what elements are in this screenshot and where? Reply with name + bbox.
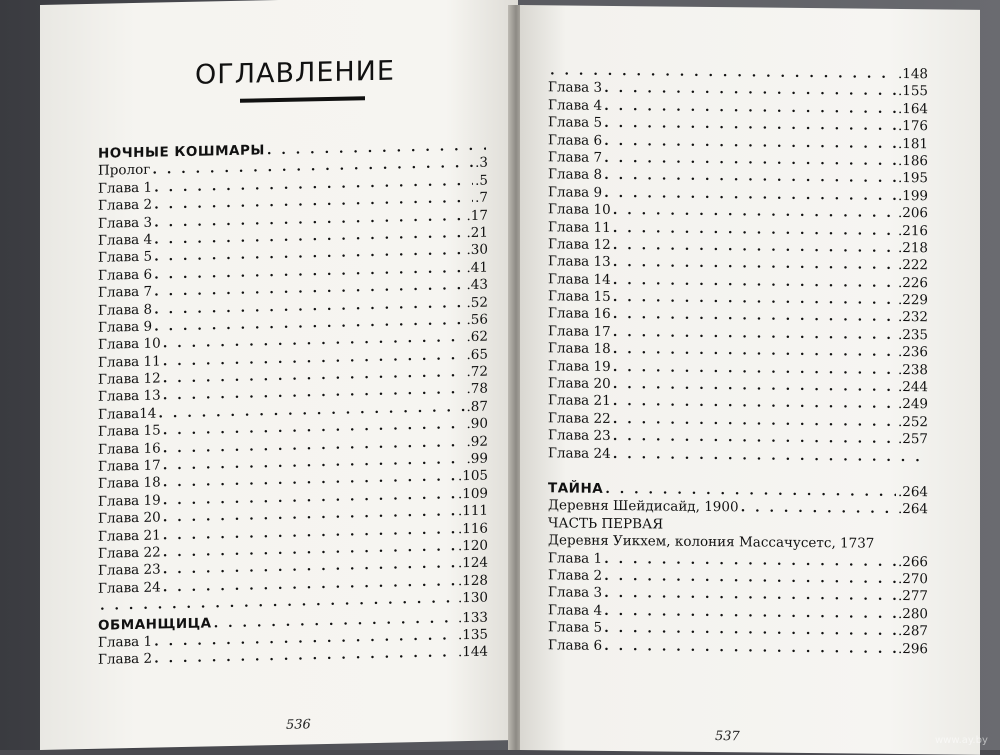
- toc-entry-label: Глава 20: [548, 375, 611, 392]
- toc-entry-label: Глава 2: [548, 567, 603, 584]
- toc-page-number: .280: [897, 605, 928, 622]
- toc-entry-label: Глава 2: [98, 650, 153, 669]
- toc-page-number: .277: [897, 588, 928, 605]
- toc-page-number: .87: [466, 398, 488, 415]
- toc-page-number: .41: [466, 259, 488, 276]
- page-number-left: 536: [286, 717, 311, 733]
- toc-page-number: .287: [897, 623, 928, 640]
- toc-entry-label: Глава 18: [98, 474, 161, 493]
- toc-entry-label: Глава 5: [98, 248, 153, 267]
- toc-entry-label: Глава 7: [98, 283, 153, 301]
- toc-entry-label: Глава 9: [548, 184, 603, 201]
- toc-page-number: .236: [897, 344, 928, 361]
- toc-page-number: .176: [897, 118, 928, 135]
- toc-page-number: .235: [897, 326, 928, 344]
- toc-page-number: .181: [897, 135, 928, 152]
- left-page: [40, 0, 518, 750]
- open-book: [30, 5, 985, 750]
- toc-entry-label: Глава 8: [548, 166, 603, 184]
- toc-page-number: .62: [466, 328, 488, 346]
- toc-page-number: .229: [897, 292, 928, 309]
- toc-page-number: .216: [897, 222, 928, 239]
- toc-entry-label: Глава 21: [98, 527, 161, 545]
- toc-entry-label: Глава 16: [98, 440, 161, 458]
- toc-section-title: ТАЙНА: [548, 480, 604, 497]
- toc-entry-label: Глава 20: [98, 509, 161, 527]
- toc-page-number: .164: [897, 100, 928, 118]
- toc-page-number: .7: [475, 189, 488, 207]
- toc-entry-label: Пролог: [98, 162, 151, 180]
- toc-entry-label: Глава 4: [98, 231, 153, 249]
- toc-page-number: .130: [457, 589, 488, 607]
- toc-entry-label: Глава 19: [98, 492, 161, 510]
- toc-page-number: .135: [457, 626, 488, 644]
- toc-entry-label: Глава 14: [548, 270, 611, 288]
- toc-entry-label: Глава 24: [548, 444, 611, 462]
- toc-entry-label: Глава14: [98, 405, 157, 423]
- toc-page-number: .99: [466, 450, 488, 468]
- toc-entry-label: Глава 22: [548, 410, 611, 427]
- toc-entry-label: Глава 18: [548, 340, 611, 358]
- toc-entry-label: Глава 5: [548, 114, 603, 132]
- toc-entry-label: Глава 6: [98, 266, 153, 284]
- toc-page-number: .105: [457, 468, 488, 485]
- toc-entry-label: Глава 10: [98, 335, 161, 354]
- toc-page-number: .116: [457, 520, 488, 537]
- toc-entry-label: Глава 21: [548, 392, 611, 410]
- toc-entry-label: ЧАСТЬ ПЕРВАЯ: [548, 515, 664, 533]
- toc-page-number: .133: [457, 609, 488, 626]
- toc-entry-label: Глава 22: [98, 544, 161, 562]
- toc-entry-label: Глава 1: [98, 633, 153, 651]
- toc-page-number: .186: [897, 152, 928, 170]
- toc-entry-label: Глава 13: [548, 253, 611, 271]
- toc-entry-label: Глава 1: [548, 549, 603, 567]
- toc-page-number: .249: [897, 396, 928, 413]
- toc-entry-label: Глава 9: [98, 318, 153, 336]
- toc-page-number: .65: [466, 346, 488, 363]
- toc-page-number: .218: [897, 239, 928, 257]
- toc-page-number: .109: [457, 485, 488, 503]
- toc-page-number: .238: [897, 361, 928, 378]
- toc-entry-label: Глава 10: [548, 201, 611, 219]
- toc-section-title: ОБМАНЩИЦА: [98, 614, 212, 634]
- toc-page-number: .257: [897, 431, 928, 448]
- toc-page-number: .72: [466, 363, 488, 381]
- toc-entry-label: Глава 12: [98, 370, 161, 388]
- toc-leader-dots: [613, 446, 926, 467]
- toc-page-number: .30: [466, 241, 488, 259]
- toc-row: [548, 637, 928, 658]
- toc-page-number: .155: [897, 83, 928, 100]
- toc-page-number: .3: [475, 155, 488, 172]
- toc-page-number: .92: [466, 433, 488, 450]
- toc-entry-label: Глава 3: [548, 79, 603, 97]
- toc-page-number: .264: [897, 483, 928, 501]
- toc-page-number: .206: [897, 205, 928, 222]
- toc-entry-label: Глава 3: [98, 214, 153, 232]
- toc-leader-dots: [604, 637, 896, 657]
- toc-page-number: .199: [897, 187, 928, 205]
- toc-entry-label: Глава 16: [548, 305, 611, 323]
- toc-entry-label: Глава 15: [548, 288, 611, 306]
- toc-entry-label: Глава 23: [548, 427, 611, 445]
- toc-entry-label: Деревня Шейдисайд, 1900: [548, 497, 739, 516]
- toc-entry-label: Глава 23: [98, 561, 161, 580]
- toc-page-number: .111: [457, 502, 488, 520]
- toc-page-number: .144: [457, 643, 488, 661]
- toc-page-number: .52: [466, 294, 488, 311]
- toc-entry-label: Глава 4: [548, 97, 603, 114]
- toc-entry-label: Глава 12: [548, 236, 611, 253]
- toc-page-number: .296: [897, 640, 928, 657]
- toc-leader-dots: [741, 500, 896, 519]
- toc-page-number: .270: [897, 570, 928, 588]
- toc-entry-label: Глава 6: [548, 131, 603, 149]
- toc-page-number: .232: [897, 309, 928, 326]
- toc-page-number: .120: [457, 537, 488, 555]
- toc-page-number: .21: [466, 224, 488, 242]
- page-title: ОГЛАВЛЕНИЕ: [195, 55, 395, 91]
- toc-entry-label: Глава 5: [548, 619, 603, 636]
- toc-entry-label: Глава 11: [98, 353, 161, 371]
- toc-page-number: .5: [475, 172, 488, 189]
- title-underline: [240, 96, 365, 103]
- toc-row: [548, 445, 928, 466]
- toc-entry-label: Глава 4: [548, 602, 603, 619]
- toc-right-column: [548, 62, 928, 658]
- toc-entry-label: Глава 11: [548, 218, 611, 236]
- toc-page-number: .266: [897, 553, 928, 570]
- toc-page-number: .43: [466, 276, 488, 294]
- toc-entry-label: Глава 17: [98, 457, 161, 475]
- toc-page-number: .244: [897, 378, 928, 396]
- toc-entry-label: Глава 7: [548, 149, 603, 166]
- toc-entry-label: Глава 24: [98, 579, 161, 597]
- toc-page-number: .264: [897, 501, 928, 518]
- toc-entry-label: Деревня Уикхем, колония Массачусетс, 1737: [548, 532, 875, 552]
- toc-page-number: .78: [466, 381, 488, 398]
- toc-entry-label: Глава 13: [98, 387, 161, 406]
- toc-page-number: .195: [897, 170, 928, 187]
- toc-page-number: .222: [897, 257, 928, 274]
- toc-entry-label: Глава 15: [98, 422, 161, 441]
- toc-entry-label: Глава 2: [98, 196, 153, 214]
- watermark: www.ay.by: [935, 735, 988, 746]
- toc-page-number: .226: [897, 274, 928, 291]
- toc-entry-label: Глава 1: [98, 179, 153, 197]
- toc-page-number: .56: [466, 311, 488, 328]
- toc-page-number: .124: [457, 554, 488, 572]
- toc-page-number: .128: [457, 572, 488, 590]
- toc-page-number: .252: [897, 413, 928, 431]
- toc-entry-label: Глава 8: [98, 301, 153, 319]
- toc-page-number: .148: [897, 65, 928, 83]
- toc-page-number: .17: [466, 207, 488, 224]
- toc-entry-label: Глава 6: [548, 636, 603, 654]
- right-page: [520, 5, 980, 755]
- page-number-right: 537: [715, 729, 740, 745]
- toc-page-number: .90: [466, 415, 488, 433]
- toc-entry-label: Глава 19: [548, 357, 611, 375]
- toc-left-column: [98, 136, 488, 670]
- toc-section-title: НОЧНЫЕ КОШМАРЫ: [98, 142, 265, 162]
- toc-entry-label: Глава 3: [548, 584, 603, 602]
- toc-entry-label: Глава 17: [548, 323, 611, 340]
